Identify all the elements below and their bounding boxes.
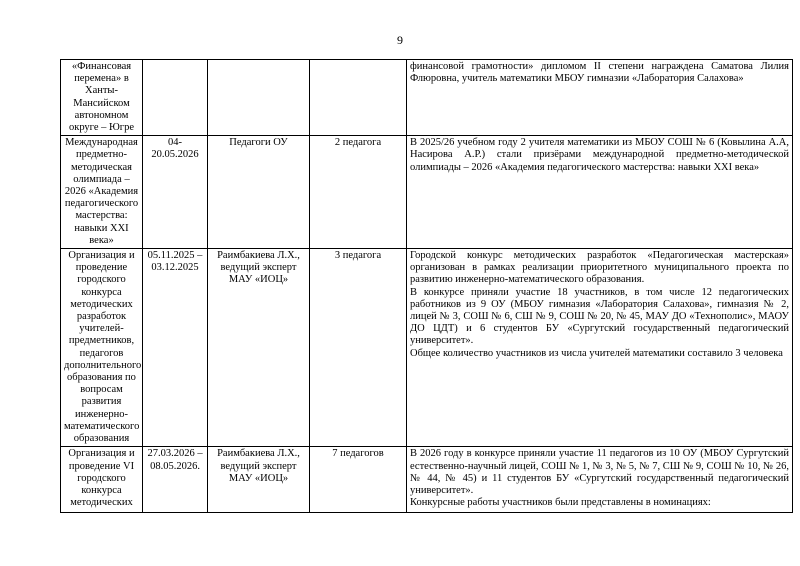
event-name-cell: Организация и проведение городского конкурса методических разработок учителей-предметников, педагогов дополнительного образования по вопросам развития инженерно-математического образования [61,249,143,447]
participants-count-cell: 7 педагогов [310,447,407,513]
organizer-cell [208,60,310,136]
participants-count-cell: 3 педагога [310,249,407,447]
result-cell: финансовой грамотности» дипломом II степени награждена Саматова Лилия Флюровна, учитель математики МБОУ гимназии «Лаборатория Салахова» [407,60,793,136]
page-number: 9 [397,33,403,47]
participants-count-cell [310,60,407,136]
organizer-cell: Педагоги ОУ [208,136,310,249]
event-name-cell: «Финансовая перемена» в Ханты-Мансийском автономном округе – Югре [61,60,143,136]
dates-cell: 04-20.05.2026 [143,136,208,249]
dates-cell [143,60,208,136]
table-row [61,60,793,136]
result-cell: В 2025/26 учебном году 2 учителя математики из МБОУ СОШ № 6 (Ковылина А.А, Насирова А.Р.) стали призёрами международной предметно-методической олимпиады – 2026 «Академия педагогического мастерства: навыки XXI века» [407,136,793,249]
result-paragraph: В конкурсе приняли участие 18 участников, в том числе 12 педагогических работников из 9 ОУ (МБОУ гимназия «Лаборатория Салахова», гимназия № 2, лицей № 3, СОШ № 6, СШ № 9, СОШ № 20, № 45, МАУ ДО «Технополис», МАОУ ДО ЦДТ) и 6 студентов БУ «Сургутский государственный педагогический университет». [410,286,789,347]
result-cell [407,249,793,447]
table-row [61,249,793,447]
organizer-cell: Раимбакиева Л.Х., ведущий эксперт МАУ «ИОЦ» [208,447,310,513]
organizer-cell: Раимбакиева Л.Х., ведущий эксперт МАУ «ИОЦ» [208,249,310,447]
table-row [61,136,793,249]
result-paragraph: Общее количество участников из числа учителей математики составило 3 человека [410,347,783,359]
dates-cell: 05.11.2025 – 03.12.2025 [143,249,208,447]
result-paragraph: Городской конкурс методических разработок «Педагогическая мастерская» организован в рамках реализации приоритетного муниципального проекта по развитию инженерно-математического образования. [410,250,789,286]
result-paragraph: В 2026 году в конкурсе приняли участие 11 педагогов из 10 ОУ (МБОУ Сургутский естественно-научный лицей, СОШ № 1, № 3, № 5, № 7, СШ № 9, СОШ № 10, № 26, № 44, № 45) и 11 студентов БУ «Сургутский государственный педагогический университет». [410,448,789,496]
dates-cell: 27.03.2026 – 08.05.2026. [143,447,208,513]
result-paragraph: Конкурсные работы участников были представлены в номинациях: [410,497,711,509]
activities-table [60,59,793,513]
table-row [61,447,793,513]
event-name-cell: Организация и проведение VI городского конкурса методических [61,447,143,513]
event-name-cell: Международная предметно-методическая олимпиада – 2026 «Академия педагогического мастерства: навыки XXI века» [61,136,143,249]
result-cell [407,447,793,513]
participants-count-cell: 2 педагога [310,136,407,249]
